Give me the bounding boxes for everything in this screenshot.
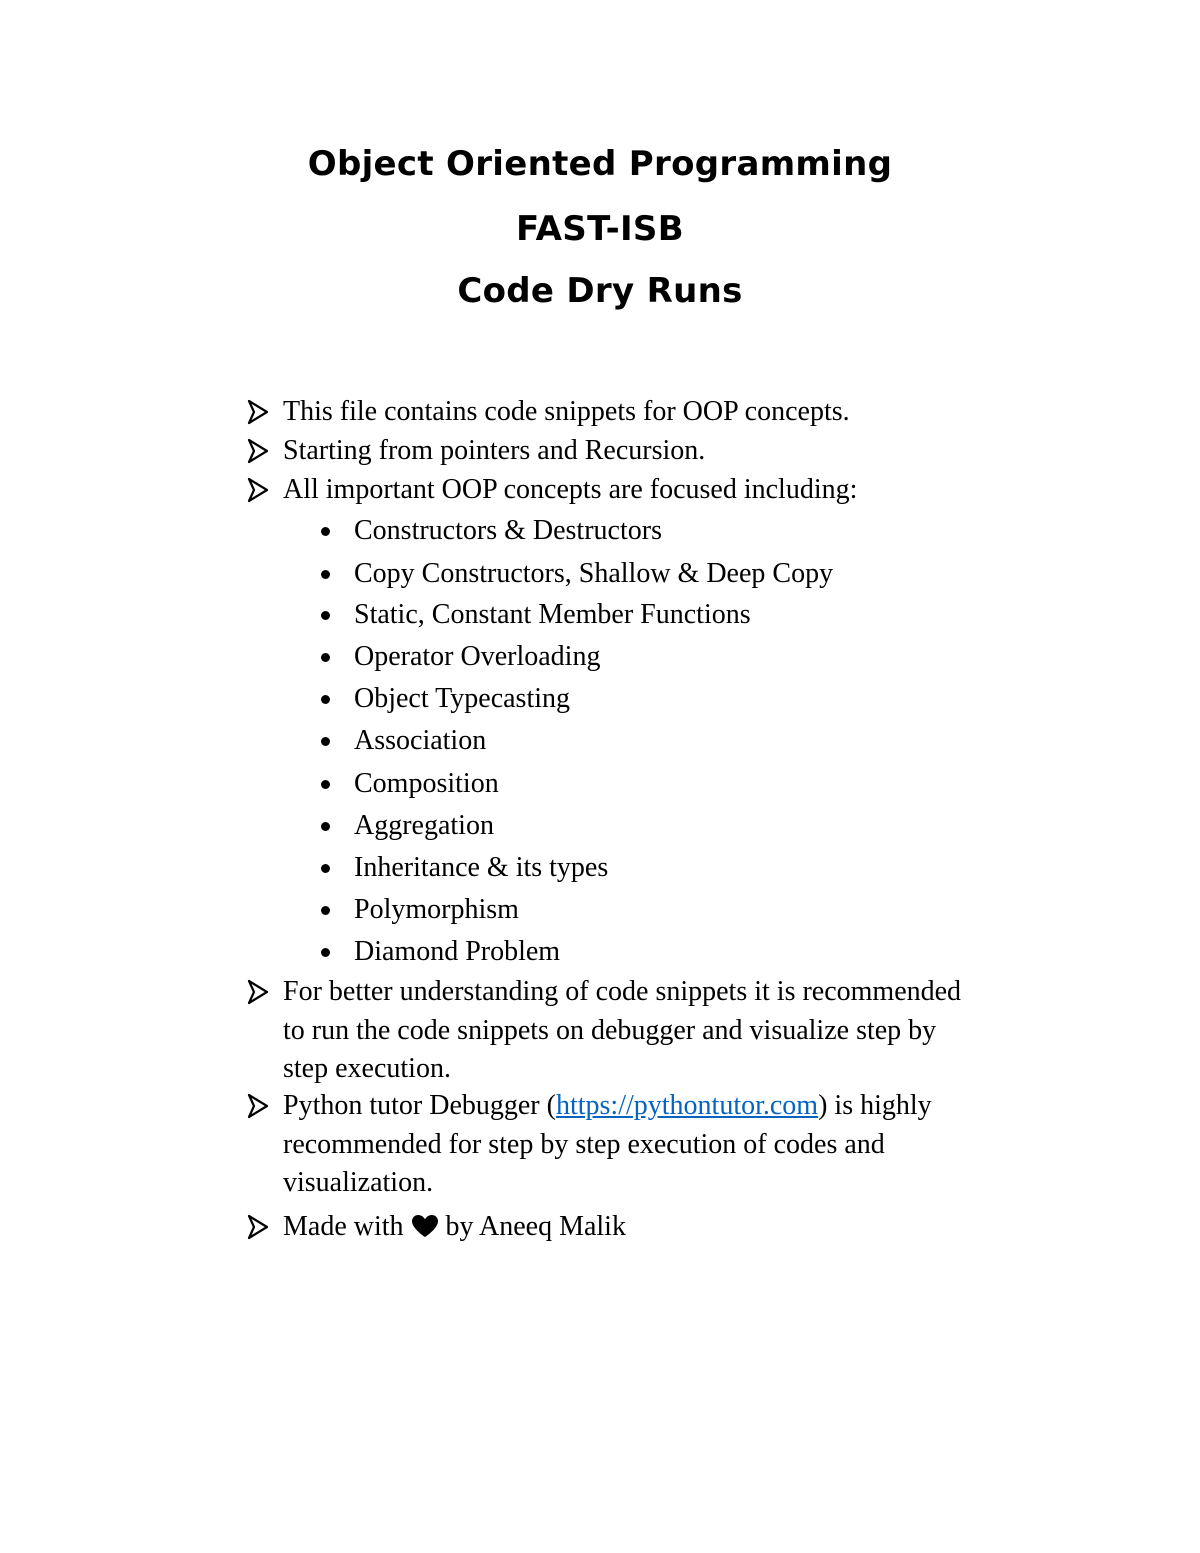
document-title: Object Oriented Programming — [307, 144, 893, 184]
concept-label: Aggregation — [354, 810, 494, 841]
concept-label: Diamond Problem — [354, 936, 561, 967]
debugger-prefix: Python tutor Debugger ( — [283, 1090, 556, 1121]
arrow-bullet-icon — [246, 432, 270, 470]
bullet-dot-icon — [321, 653, 330, 662]
bullet-dot-icon — [321, 948, 330, 957]
bullet-dot-icon — [321, 780, 330, 789]
debugger-line: visualization. — [283, 1167, 434, 1198]
recommendation-line: For better understanding of code snippets it is recommended — [283, 976, 962, 1007]
list-item-text: Starting from pointers and Recursion. — [283, 435, 706, 466]
debugger-line: recommended for step by step execution of codes and — [283, 1128, 885, 1160]
concept-label: Composition — [354, 768, 499, 799]
institution-heading: FAST-ISB — [516, 209, 684, 249]
bullet-dot-icon — [321, 737, 330, 746]
recommendation-text — [283, 973, 1073, 1089]
recommendation-line: step execution. — [283, 1053, 451, 1084]
credit-text — [283, 1208, 1073, 1250]
arrow-bullet-icon — [246, 471, 270, 509]
list-item-text: All important OOP concepts are focused including: — [283, 474, 858, 505]
concept-label: Inheritance & its types — [354, 852, 609, 883]
heart-icon — [411, 1211, 439, 1250]
arrow-bullet-icon — [246, 1087, 270, 1125]
bullet-dot-icon — [321, 527, 330, 536]
debugger-suffix: ) is highly — [818, 1090, 932, 1121]
bullet-dot-icon — [321, 906, 330, 915]
subtitle-heading: Code Dry Runs — [457, 271, 743, 311]
bullet-dot-icon — [321, 611, 330, 620]
arrow-bullet-icon — [246, 393, 270, 431]
bullet-dot-icon — [321, 822, 330, 831]
concept-label: Polymorphism — [354, 894, 519, 925]
concept-label: Object Typecasting — [354, 683, 571, 714]
bullet-dot-icon — [321, 570, 330, 579]
concept-label: Static, Constant Member Functions — [354, 599, 751, 630]
debugger-text — [283, 1087, 1073, 1203]
concept-label: Operator Overloading — [354, 641, 601, 672]
credit-prefix: Made with — [283, 1211, 404, 1242]
arrow-bullet-icon — [246, 1208, 270, 1246]
bullet-dot-icon — [321, 695, 330, 704]
recommendation-line: to run the code snippets on debugger and visualize step by — [283, 1014, 937, 1046]
pythontutor-link[interactable]: https://pythontutor.com — [555, 1090, 819, 1121]
concept-label: Copy Constructors, Shallow & Deep Copy — [354, 558, 834, 589]
list-item-text: This file contains code snippets for OOP concepts. — [283, 396, 850, 427]
concept-label: Constructors & Destructors — [354, 515, 662, 546]
arrow-bullet-icon — [246, 973, 270, 1011]
credit-suffix: by Aneeq Malik — [445, 1211, 626, 1242]
concept-label: Association — [354, 725, 487, 756]
bullet-dot-icon — [321, 864, 330, 873]
